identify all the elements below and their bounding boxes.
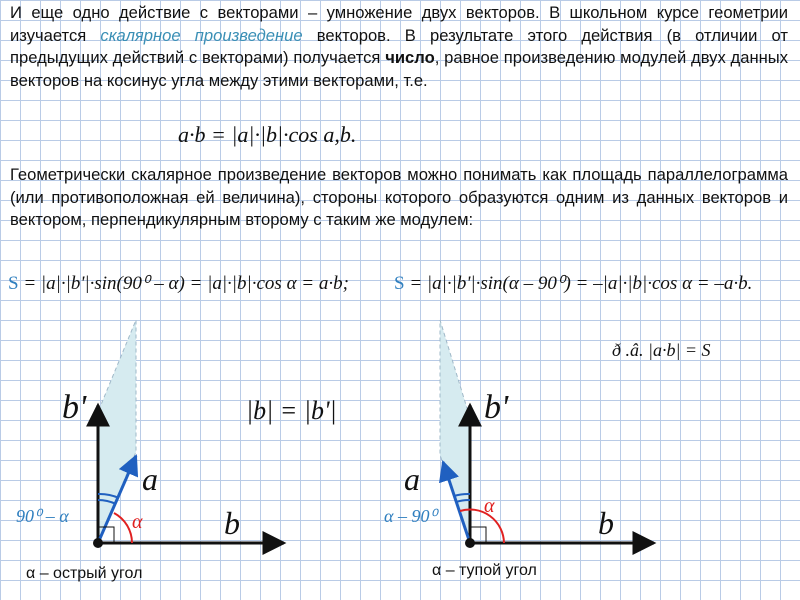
origin-point-obtuse <box>465 538 475 548</box>
label-b-prime-acute: b' <box>62 389 87 426</box>
label-b-obtuse: b <box>598 505 614 541</box>
number-word: число <box>385 48 435 67</box>
label-a-obtuse: a <box>404 461 420 497</box>
label-a-acute: a <box>142 461 158 497</box>
parallelogram-acute <box>98 320 136 543</box>
intro-text-2: векторов. В результате этого действия (в отличии от предыдущих действий с векторами) получается <box>10 25 788 67</box>
scalar-product-term: скалярное произведение <box>100 25 303 45</box>
area-note: ð .â. |a·b| = S <box>612 340 711 360</box>
label-angle-acute: 90⁰ – α <box>16 506 69 526</box>
label-alpha-obtuse: α <box>484 495 495 517</box>
label-b-prime-obtuse: b' <box>484 389 509 426</box>
s-right-label: S <box>394 273 405 294</box>
s-left-expression: = |a|·|b'|·sin(90⁰ – α) = |a|·|b|·cos α = a·b; <box>23 273 349 294</box>
label-angle-obtuse: α – 90⁰ <box>384 506 437 526</box>
arc-alpha-acute <box>114 513 132 543</box>
geometric-paragraph: Геометрически скалярное произведение векторов можно понимать как площадь параллелограмма (или противоположная ей величина), стороны которого образуются одним из данных векторов и вектором, перпендикулярным второму с таким же модулем: <box>10 165 788 229</box>
intro-text-1: И еще одно действие с векторами – умножение двух векторов. В школьном курсе геометрии изучается <box>10 3 788 45</box>
diagram-obtuse <box>384 320 654 579</box>
modulus-equality: |b| = |b'| <box>246 396 337 425</box>
caption-obtuse: α – тупой угол <box>432 562 537 579</box>
label-b-acute: b <box>224 505 240 541</box>
label-alpha-acute: α <box>132 511 143 533</box>
origin-point-acute <box>93 538 103 548</box>
s-left-label: S <box>8 273 19 294</box>
diagram-acute <box>16 320 284 582</box>
s-right-expression: = |a|·|b'|·sin(α – 90⁰) = –|a|·|b|·cos α = –a·b. <box>409 273 753 294</box>
caption-acute: α – острый угол <box>26 565 143 582</box>
intro-text-3: , равное произведению модулей двух данных векторов на косинус угла между этими векторами, т.е. <box>10 48 788 90</box>
main-formula: a·b = |a|·|b|·cos a,b. <box>178 122 357 147</box>
